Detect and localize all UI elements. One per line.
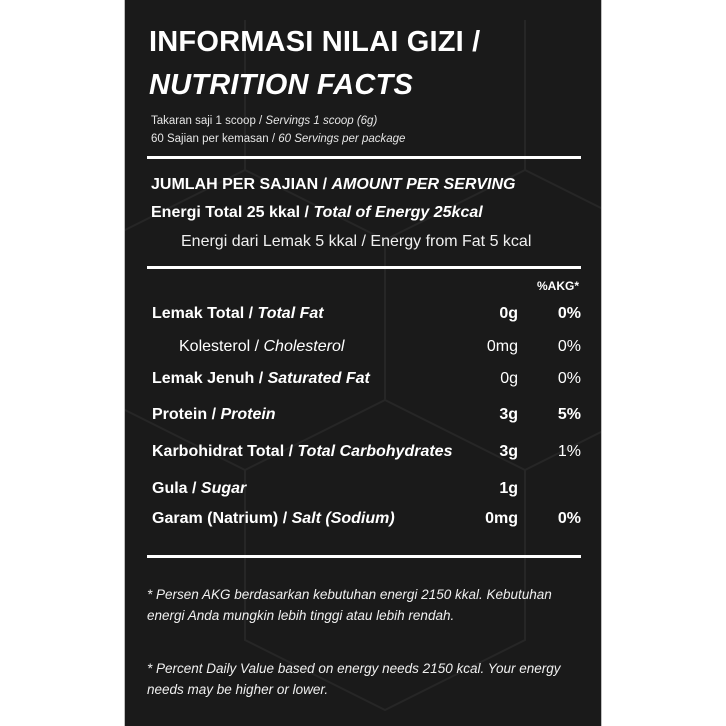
amount-header-en: AMOUNT PER SERVING — [331, 176, 516, 193]
nutrition-facts-panel — [124, 0, 602, 726]
nutrient-name — [152, 510, 395, 528]
nutrient-amount: 1g — [499, 480, 518, 497]
servings-count-id: 60 Sajian per kemasan / — [151, 133, 279, 145]
nutrient-row-saturated-fat — [125, 370, 602, 392]
nutrient-name-en: Saturated Fat — [267, 370, 370, 387]
serving-size-en: Servings 1 scoop (6g) — [265, 115, 378, 127]
nutrient-name — [179, 338, 344, 356]
nutrient-amount: 0mg — [486, 338, 518, 355]
servings-per-package — [151, 133, 405, 145]
nutrient-amount: 0g — [499, 305, 518, 322]
nutrient-name-en: Total Fat — [257, 305, 324, 322]
nutrient-name-id: Gula / — [152, 480, 201, 497]
energy-from-fat: Energi dari Lemak 5 kkal / Energy from Fat 5 kcal — [181, 233, 532, 250]
nutrient-amount: 3g — [499, 443, 518, 460]
footnote-english: * Percent Daily Value based on energy needs 2150 kcal. Your energy needs may be higher or lower. — [147, 661, 561, 697]
amount-header-id: JUMLAH PER SAJIAN / — [151, 176, 332, 193]
nutrient-name — [152, 480, 246, 498]
nutrient-akg: 1% — [557, 443, 581, 460]
nutrient-row-salt — [125, 510, 602, 532]
serving-size-id: Takaran saji 1 scoop / — [151, 115, 266, 127]
footnote-indonesian: * Persen AKG berdasarkan kebutuhan energi 2150 kkal. Kebutuhan energi Anda mungkin lebih tinggi atau lebih rendah. — [147, 587, 552, 623]
nutrient-name — [152, 370, 370, 388]
nutrient-row-cholesterol — [125, 338, 602, 360]
nutrient-name-id: Garam (Natrium) / — [152, 510, 292, 527]
nutrient-akg: 0% — [557, 305, 581, 322]
nutrient-name-en: Sugar — [200, 480, 247, 497]
nutrient-row-protein — [125, 406, 602, 428]
nutrient-name-en: Total Carbohydrates — [297, 443, 453, 460]
servings-count-en: 60 Servings per package — [278, 133, 406, 145]
nutrient-akg: 0% — [557, 338, 581, 355]
nutrient-row-sugar — [125, 480, 602, 502]
nutrient-name-en: Protein — [220, 406, 276, 423]
nutrient-row-carbohydrates — [125, 443, 602, 465]
nutrient-name-id: Lemak Jenuh / — [152, 370, 268, 387]
title-indonesian: INFORMASI NILAI GIZI / — [149, 26, 481, 58]
nutrient-amount: 0g — [500, 370, 518, 387]
nutrient-name-id: Kolesterol / — [179, 338, 264, 355]
nutrient-akg: 5% — [557, 406, 581, 423]
nutrient-name-id: Protein / — [152, 406, 221, 423]
nutrient-amount: 3g — [499, 406, 518, 423]
nutrient-name — [152, 305, 324, 323]
divider — [147, 156, 581, 159]
akg-header: %AKG* — [536, 279, 579, 293]
nutrient-amount: 0mg — [485, 510, 518, 527]
nutrient-name — [152, 443, 452, 461]
nutrient-name-en: Salt (Sodium) — [291, 510, 395, 527]
divider — [147, 555, 581, 558]
serving-size — [151, 115, 377, 127]
energy-total-en: Total of Energy 25kcal — [313, 204, 483, 221]
energy-total — [151, 204, 483, 222]
nutrient-name — [152, 406, 276, 424]
amount-per-serving-header — [151, 176, 515, 194]
nutrient-akg: 0% — [557, 370, 581, 387]
title-english: NUTRITION FACTS — [149, 69, 413, 101]
energy-total-id: Energi Total 25 kkal / — [151, 204, 314, 221]
nutrient-name-id: Karbohidrat Total / — [152, 443, 298, 460]
divider — [147, 266, 581, 269]
nutrient-akg: 0% — [557, 510, 581, 527]
nutrient-name-id: Lemak Total / — [152, 305, 258, 322]
nutrient-row-total-fat — [125, 305, 602, 327]
nutrient-name-en: Cholesterol — [263, 338, 345, 355]
